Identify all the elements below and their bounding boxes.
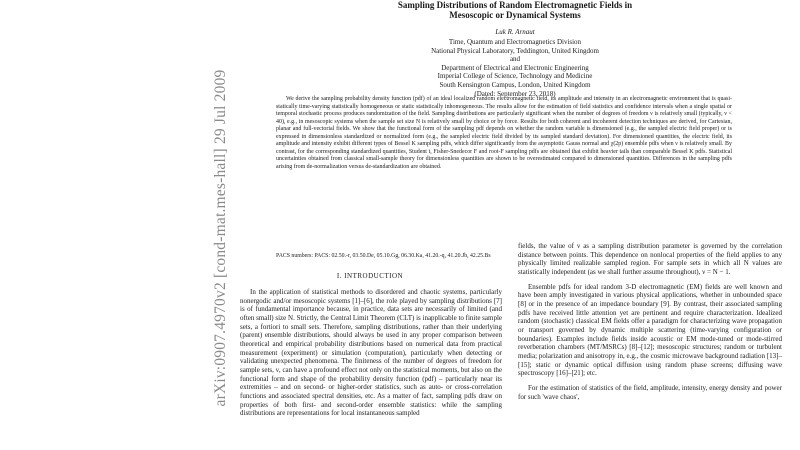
arxiv-identifier-stamp: arXiv:0907.4970v2 [cond-mat.mes-hall] 29 Jul 2009 [212,69,229,407]
affiliation-line-3: and [509,55,521,64]
paper-title-line-2: Mesoscopic or Dynamical Systems [449,10,581,20]
right-column-body [518,242,782,407]
right-column-paragraph-3: For the estimation of statistics of the field, amplitude, intensity, energy density and power for such 'wave chaos', [518,383,782,401]
author-name: Luk R. Arnaut [495,28,535,36]
pacs-numbers: PACS numbers: PACS: 02.50.-r, 03.50.De, 05.10.Gg, 06.30.Ka, 41.20.-q, 41.20.Jb, 42.25.Bs [276,253,491,259]
abstract-text: We derive the sampling probability density function (pdf) of an ideal localized random electromagnetic field, its amplitude and intensity in an electromagnetic environment that is quasi-statically time-varying statistically homogeneous or static statistically inhomogeneous. The results allow for the estimation of field statistics and confidence intervals when a single spatial or temporal stochastic process produces randomization of the field. Sampling distributions are particularly significant when the number of degrees of freedom ν is relatively small (typically, ν < 40), e.g., in mesoscopic systems when the sample set size N is relatively small by choice or by force. Results for both coherent and incoherent detection techniques are derived, for Cartesian, planar and full-vectorial fields. We show that the functional form of the sampling pdf depends on whether the random variable is dimensioned (e.g., the sampled electric field proper) or is expressed in dimensionless standardized or normalized form (e.g., the sampled electric field divided by its sampled standard deviation). For dimensioned quantities, the electric field, its amplitude and intensity exhibit different types of Bessel K sampling pdfs, which differ significantly from the asymptotic Gauss normal and χ(2p) ensemble pdfs when ν is relatively small. By contrast, for the corresponding standardized quantities, Student t, Fisher-Snedecor F and root-F sampling pdfs are obtained that exhibit heavier tails than comparable Bessel K pdfs. Statistical uncertainties obtained from classical small-sample theory for dimensionless quantities are shown to be overestimated compared to dimensioned quantities. Differences in the sampling pdfs arising from de-normalization versus de-standardization are obtained. [276,96,732,170]
left-margin [0,0,210,450]
paper-title-line-1: Sampling Distributions of Random Electromagnetic Fields in [397,0,633,10]
left-column-body [240,288,502,418]
right-column-paragraph-1: fields, the value of ν as a sampling distribution parameter is governed by the correlation distance between points. This dependence on nonlocal properties of the field applies to any physically limited realizable sampled region. For sample sets in which all N values are statistically independent (as we shall further assume throughout), ν = N − 1. [518,242,782,276]
left-column-paragraph: In the application of statistical methods to disordered and chaotic systems, particularly nonergodic and/or mesoscopic systems [1]–[6], the role played by sampling distributions [7] is of fundamental importance because, in practice, data sets are necessarily of limited (and often small) size N. Strictly, the Central Limit Theorem (CLT) is inapplicable to finite sample sets, a fortiori to small sets. Therefore, sampling distributions, rather than their underlying (parent) ensemble distributions, should always be used in any proper comparison between theoretical and empirical probability distributions based on numerical data from practical measurement (experiment) or simulation (computation), particularly when detecting or validating unexpected phenomena. The finiteness of the number of degrees of freedom for sample sets, ν, can have a profound effect not only on the statistical moments, but also on the functional form and shape of the probability density function (pdf) – particularly near its extremities – and on second- or higher-order statistics, such as auto- or cross-correlation functions and associated spectral densities, etc. As a matter of fact, sampling pdfs draw on properties of both first- and second-order ensemble statistics: while the sampling distributions are representations for local instantaneous sampled [240,288,502,418]
right-column-paragraph-2: Ensemble pdfs for ideal random 3-D electromagnetic (EM) fields are well known and have been amply investigated in various physical applications, whether in unbounded space [8] or in the presence of an impedance boundary [9]. By contrast, their associated sampling pdfs have received little attention yet are pertinent and require characterization. Idealized random (stochastic) classical EM fields offer a paradigm for characterizing wave propagation or transport governed by dynamic multiple scattering (time-varying configuration or boundaries). Examples include fields inside acoustic or EM mode-tuned or mode-stirred reverberation chambers (MT/MSRCs) [8]–[12]; mesoscopic structures; random or turbulent media; polarization and anisotropy in, e.g., the cosmic microwave background radiation [13]–[15]; static or dynamic optical diffusion using random phase screens; diffusing wave spectroscopy [16]–[21]; etc. [518,282,782,378]
date-line: (Dated: September 23, 2018) [474,89,556,98]
affiliation-line-2: National Physical Laboratory, Teddington, United Kingdom [431,46,599,55]
affiliation-line-1: Time, Quantum and Electromagnetics Division [448,38,582,46]
section-heading-introduction: I. INTRODUCTION [336,272,404,280]
affiliation-line-4: Department of Electrical and Electronic Engineering [441,63,589,72]
paper-page [240,0,790,450]
affiliation-line-6: South Kensington Campus, London, United Kingdom [439,81,591,89]
affiliation-line-5: Imperial College of Science, Technology and Medicine [437,72,593,81]
